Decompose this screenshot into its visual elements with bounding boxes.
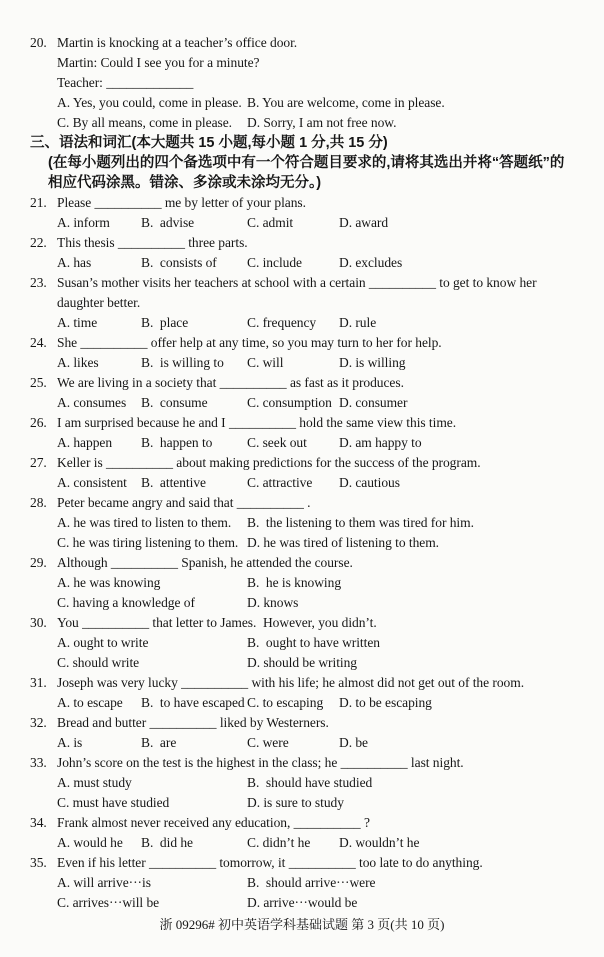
- question-stem-line: [0, 493, 604, 513]
- question-stem-line: [0, 673, 604, 693]
- option-c: C. were: [247, 735, 289, 750]
- question-33: [0, 753, 604, 813]
- option-c: C. include: [247, 255, 302, 270]
- option-a: A. time: [57, 315, 98, 330]
- section-instruction-2: [0, 173, 604, 193]
- question-22: [0, 233, 604, 273]
- question-number: 26.: [30, 415, 47, 430]
- options-line: [0, 353, 604, 373]
- question-number: 25.: [30, 375, 47, 390]
- options-line: [0, 633, 604, 653]
- option-d: D. he was tired of listening to them.: [247, 535, 439, 550]
- stem-text: I am surprised because he and I __________ hold the same view this time.: [57, 415, 457, 430]
- section-instruction-text: (在每小题列出的四个备选项中有一个符合题目要求的,请将其选出并将“答题纸”的: [48, 155, 565, 171]
- dialog-blank-line: [0, 73, 604, 93]
- option-b: B. the listening to them was tired for him.: [247, 515, 474, 530]
- question-stem-line: [0, 193, 604, 213]
- option-c: C. seek out: [247, 435, 307, 450]
- question-number: 34.: [30, 815, 47, 830]
- option-a: A. inform: [57, 215, 110, 230]
- question-stem-line: [0, 273, 604, 293]
- option-b: B. consume: [141, 395, 208, 410]
- section-instruction-1: [0, 153, 604, 173]
- option-c: C. consumption: [247, 395, 332, 410]
- stem-text: daughter better.: [57, 295, 141, 310]
- question-30: [0, 613, 604, 673]
- question-number: 31.: [30, 675, 47, 690]
- option-d: D. rule: [339, 315, 377, 330]
- option-c: C. must have studied: [57, 795, 170, 810]
- option-a: A. he was knowing: [57, 575, 161, 590]
- question-stem-line: [0, 33, 604, 53]
- question-35: [0, 853, 604, 913]
- option-d: D. excludes: [339, 255, 403, 270]
- question-29: [0, 553, 604, 613]
- question-number: 33.: [30, 755, 47, 770]
- question-stem-line: [0, 853, 604, 873]
- question-stem-line: [0, 233, 604, 253]
- option-c: C. he was tiring listening to them.: [57, 535, 239, 550]
- option-a: A. will arrive···is: [57, 875, 151, 890]
- section-instruction-text: 相应代码涂黑。错涂、多涂或未涂均无分。): [48, 175, 322, 191]
- option-c: C. should write: [57, 655, 140, 670]
- page-footer-text: 浙 09296# 初中英语学科基础试题 第 3 页(共 10 页): [159, 917, 445, 932]
- option-b: B. to have escaped: [141, 695, 245, 710]
- question-stem-line: [0, 753, 604, 773]
- question-number: 23.: [30, 275, 47, 290]
- option-a: A. happen: [57, 435, 113, 450]
- option-c: C. having a knowledge of: [57, 595, 195, 610]
- option-b: B. is willing to: [141, 355, 224, 370]
- option-d: D. wouldn’t he: [339, 835, 420, 850]
- option-a: A. Yes, you could, come in please.: [57, 95, 242, 110]
- option-a: A. consistent: [57, 475, 127, 490]
- options-line: [0, 733, 604, 753]
- question-number: 35.: [30, 855, 47, 870]
- question-stem-line: [0, 613, 604, 633]
- stem-text: Even if his letter __________ tomorrow, it __________ too late to do anything.: [57, 855, 483, 870]
- options-line: [0, 253, 604, 273]
- options-line: [0, 893, 604, 913]
- page-footer: [0, 916, 604, 934]
- question-number: 24.: [30, 335, 47, 350]
- option-d: D. cautious: [339, 475, 400, 490]
- question-23: [0, 273, 604, 333]
- option-c: C. didn’t he: [247, 835, 311, 850]
- dialog-text: Martin: Could I see you for a minute?: [57, 55, 260, 70]
- stem-text: Please __________ me by letter of your plans.: [57, 195, 306, 210]
- option-b: B. happen to: [141, 435, 213, 450]
- option-c: C. admit: [247, 215, 294, 230]
- options-line: [0, 393, 604, 413]
- option-b: B. did he: [141, 835, 193, 850]
- options-line: [0, 833, 604, 853]
- question-number: 30.: [30, 615, 47, 630]
- question-stem-line: [0, 553, 604, 573]
- section-title-text: 三、语法和词汇(本大题共 15 小题,每小题 1 分,共 15 分): [30, 135, 388, 151]
- option-d: D. is willing: [339, 355, 406, 370]
- question-28: [0, 493, 604, 553]
- option-b: B. are: [141, 735, 177, 750]
- option-d: D. arrive···would be: [247, 895, 358, 910]
- stem-text: She __________ offer help at any time, so you may turn to her for help.: [57, 335, 442, 350]
- question-24: [0, 333, 604, 373]
- options-line: [0, 433, 604, 453]
- option-c: C. frequency: [247, 315, 317, 330]
- option-a: A. he was tired to listen to them.: [57, 515, 232, 530]
- question-number: 21.: [30, 195, 47, 210]
- question-stem-line: [0, 373, 604, 393]
- options-line: [0, 593, 604, 613]
- option-d: D. is sure to study: [247, 795, 344, 810]
- question-stem-line: [0, 713, 604, 733]
- question-25: [0, 373, 604, 413]
- stem-text: This thesis __________ three parts.: [57, 235, 248, 250]
- stem-text: Susan’s mother visits her teachers at school with a certain __________ to get to know her: [57, 275, 537, 290]
- stem-text: Keller is __________ about making predictions for the success of the program.: [57, 455, 481, 470]
- option-d: D. knows: [247, 595, 299, 610]
- option-b: B. he is knowing: [247, 575, 342, 590]
- option-b: B. consists of: [141, 255, 217, 270]
- options-line: [0, 773, 604, 793]
- options-line: [0, 113, 604, 133]
- option-d: D. be: [339, 735, 368, 750]
- question-20: [0, 33, 604, 133]
- stem-text: You __________ that letter to James. However, you didn’t.: [57, 615, 377, 630]
- option-a: A. is: [57, 735, 83, 750]
- section-title: [0, 133, 604, 153]
- stem-text: Although __________ Spanish, he attended the course.: [57, 555, 353, 570]
- stem-text: Bread and butter __________ liked by Westerners.: [57, 715, 329, 730]
- option-c: C. attractive: [247, 475, 313, 490]
- option-c: C. arrives···will be: [57, 895, 160, 910]
- option-a: A. must study: [57, 775, 132, 790]
- question-number: 28.: [30, 495, 47, 510]
- question-stem-line: [0, 453, 604, 473]
- question-34: [0, 813, 604, 853]
- question-number: 27.: [30, 455, 47, 470]
- option-b: B. should have studied: [247, 775, 373, 790]
- question-stem-line: [0, 413, 604, 433]
- option-d: D. should be writing: [247, 655, 357, 670]
- stem-text: Peter became angry and said that __________ .: [57, 495, 311, 510]
- question-number: 32.: [30, 715, 47, 730]
- option-b: B. You are welcome, come in please.: [247, 95, 445, 110]
- option-b: B. attentive: [141, 475, 206, 490]
- options-line: [0, 473, 604, 493]
- option-c: C. will: [247, 355, 284, 370]
- option-d: D. to be escaping: [339, 695, 432, 710]
- option-b: B. advise: [141, 215, 195, 230]
- question-31: [0, 673, 604, 713]
- dialog-blank: Teacher: _____________: [57, 75, 194, 90]
- stem-text: We are living in a society that __________ as fast as it produces.: [57, 375, 404, 390]
- stem-text: Joseph was very lucky __________ with his life; he almost did not get out of the room.: [57, 675, 525, 690]
- option-b: B. ought to have written: [247, 635, 380, 650]
- question-number: 22.: [30, 235, 47, 250]
- options-line: [0, 573, 604, 593]
- question-number: 29.: [30, 555, 47, 570]
- options-line: [0, 653, 604, 673]
- option-a: A. would he: [57, 835, 123, 850]
- options-line: [0, 313, 604, 333]
- section-header: [0, 133, 604, 193]
- stem-text: John’s score on the test is the highest in the class; he __________ last night.: [57, 755, 464, 770]
- stem-text: Frank almost never received any education, __________ ?: [57, 815, 370, 830]
- question-27: [0, 453, 604, 493]
- dialog-line: [0, 53, 604, 73]
- option-b: B. should arrive···were: [247, 875, 376, 890]
- option-a: A. has: [57, 255, 92, 270]
- options-line: [0, 513, 604, 533]
- question-number: 20.: [30, 35, 47, 50]
- stem-continuation-line: [0, 293, 604, 313]
- options-line: [0, 213, 604, 233]
- option-c: C. to escaping: [247, 695, 324, 710]
- stem-text: Martin is knocking at a teacher’s office door.: [57, 35, 298, 50]
- option-b: B. place: [141, 315, 189, 330]
- option-a: A. consumes: [57, 395, 127, 410]
- question-stem-line: [0, 333, 604, 353]
- option-a: A. ought to write: [57, 635, 149, 650]
- option-a: A. likes: [57, 355, 99, 370]
- options-line: [0, 533, 604, 553]
- option-a: A. to escape: [57, 695, 123, 710]
- options-line: [0, 93, 604, 113]
- question-32: [0, 713, 604, 753]
- question-21: [0, 193, 604, 233]
- question-stem-line: [0, 813, 604, 833]
- options-line: [0, 693, 604, 713]
- options-line: [0, 873, 604, 893]
- option-c: C. By all means, come in please.: [57, 115, 232, 130]
- question-26: [0, 413, 604, 453]
- options-line: [0, 793, 604, 813]
- option-d: D. consumer: [339, 395, 408, 410]
- option-d: D. Sorry, I am not free now.: [247, 115, 397, 130]
- option-d: D. award: [339, 215, 389, 230]
- option-d: D. am happy to: [339, 435, 422, 450]
